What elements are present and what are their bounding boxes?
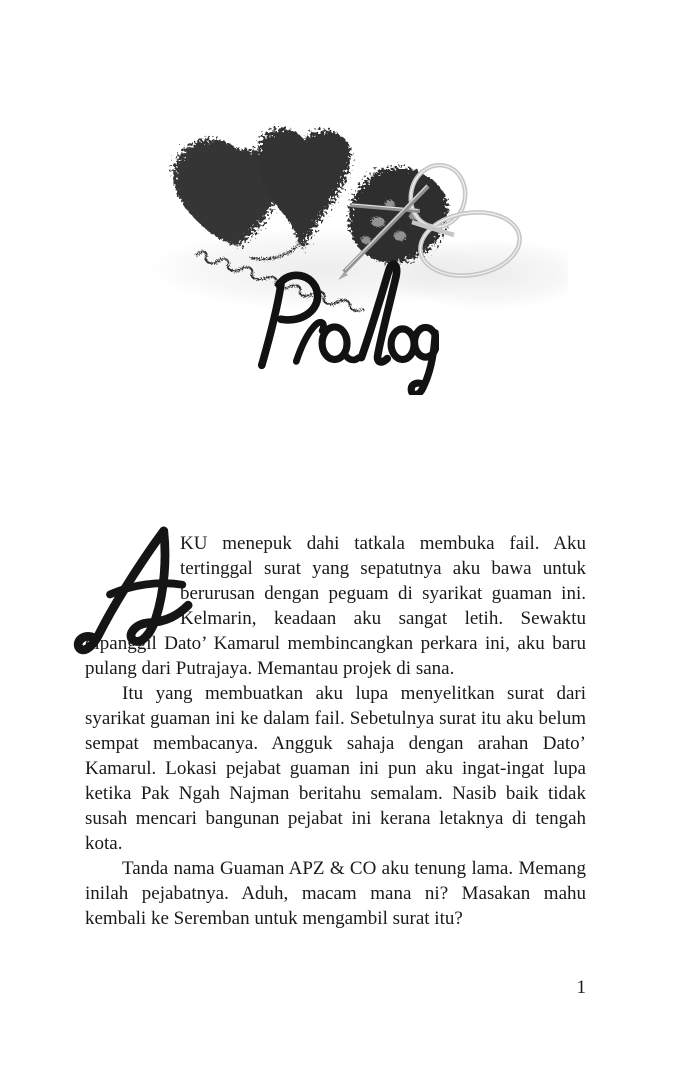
- drop-cap-text: [180, 531, 181, 532]
- paragraph-text: Tanda nama Guaman APZ & CO aku tenung lama. Memang inilah pejabatnya. Aduh, macam mana ni? Masakan mahu kembali ke Seremban untuk mengambil surat itu?: [85, 858, 586, 929]
- paragraph-text: KU menepuk dahi tatkala membuka fail. Aku tertinggal surat yang sepatutnya aku bawa untuk berurusan dengan peguam di syarikat guaman ini. Kelmarin, keadaan aku sangat letih. Sewaktu dipanggil Dato’ Kamarul membincangkan perkara ini, aku baru pulang dari Putrajaya. Memantau projek di sana.: [85, 533, 586, 679]
- body-paragraph: [85, 856, 586, 931]
- body-text: [85, 531, 586, 931]
- body-paragraph: [85, 681, 586, 856]
- chapter-heading-text: [233, 395, 234, 396]
- chapter-heading: [233, 256, 439, 395]
- drop-cap-spacer: [85, 531, 180, 631]
- body-paragraph: [85, 531, 586, 681]
- page-number: 1: [576, 977, 586, 998]
- prolog-script-lettering: [233, 256, 439, 395]
- paragraph-text: Itu yang membuatkan aku lupa menyelitkan surat dari syarikat guaman ini ke dalam fail. Sebetulnya surat itu aku belum sempat membacanya. Angguk sahaja dengan arahan Dato’ Kamarul. Lokasi pejabat guaman ini pun aku ingat-ingat lupa ketika Pak Ngah Najman beritahu semalam. Nasib baik tidak susah mencari bangunan pejabat ini kerana letaknya di tengah kota.: [85, 683, 586, 854]
